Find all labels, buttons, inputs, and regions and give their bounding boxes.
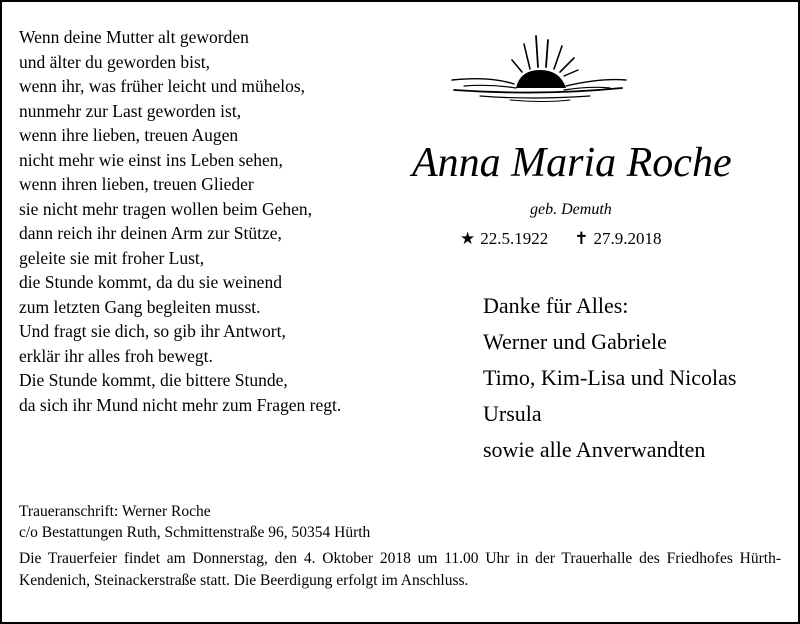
poem-line: Wenn deine Mutter alt geworden xyxy=(19,27,249,47)
poem-line: zum letzten Gang begleiten musst. xyxy=(19,296,261,317)
poem-line: wenn ihre lieben, treuen Augen xyxy=(19,125,239,145)
thanks-line: Timo, Kim-Lisa und Nicolas xyxy=(483,365,737,390)
birth-name: geb. Demuth xyxy=(530,201,612,218)
poem-line: wenn ihr, was früher leicht und mühelos, xyxy=(19,76,306,96)
cross-icon: ✝ xyxy=(574,229,589,248)
address-line: Traueranschrift: Werner Roche xyxy=(19,503,211,520)
poem-line: dann reich ihr deinen Arm zur Stütze, xyxy=(19,223,282,243)
thanks-line: Ursula xyxy=(483,401,542,426)
poem-line: nunmehr zur Last geworden ist, xyxy=(19,100,242,121)
poem-line: Und fragt sie dich, so gib ihr Antwort, xyxy=(19,321,286,341)
thanks-line: Werner und Gabriele xyxy=(483,329,667,354)
thanks-list xyxy=(483,288,736,468)
mourning-address xyxy=(19,501,370,543)
ceremony-notice: Die Trauerfeier findet am Donnerstag, den 4. Oktober 2018 um 11.00 Uhr in der Trauerhalle des Friedhofes Hürth-Kendenich, Steinackerstraße statt. Die Beerdigung erfolgt im Anschluss. xyxy=(19,550,781,589)
poem-line: geleite sie mit froher Lust, xyxy=(19,247,205,268)
star-icon: ★ xyxy=(460,229,476,248)
deceased-name: Anna Maria Roche xyxy=(412,140,732,186)
address-line: c/o Bestattungen Ruth, Schmittenstraße 96, 50354 Hürth xyxy=(19,524,371,541)
poem-line: nicht mehr wie einst ins Leben sehen, xyxy=(19,149,283,170)
poem-line: erklär ihr alles froh bewegt. xyxy=(19,345,213,366)
poem-line: sie nicht mehr tragen wollen beim Gehen, xyxy=(19,198,313,219)
death-date: 27.9.2018 xyxy=(593,229,662,248)
birth-date: 22.5.1922 xyxy=(480,229,549,248)
thanks-line: sowie alle Anverwandten xyxy=(483,437,706,462)
poem-line: da sich ihr Mund nicht mehr zum Fragen regt. xyxy=(19,394,342,415)
poem xyxy=(19,25,341,417)
poem-line: die Stunde kommt, da du sie weinend xyxy=(19,272,282,292)
life-dates xyxy=(460,229,662,249)
poem-line: und älter du geworden bist, xyxy=(19,51,210,72)
poem-line: Die Stunde kommt, die bittere Stunde, xyxy=(19,370,288,390)
poem-line: wenn ihren lieben, treuen Glieder xyxy=(19,174,254,194)
setting-sun-icon xyxy=(450,30,630,110)
thanks-line: Danke für Alles: xyxy=(483,293,629,318)
